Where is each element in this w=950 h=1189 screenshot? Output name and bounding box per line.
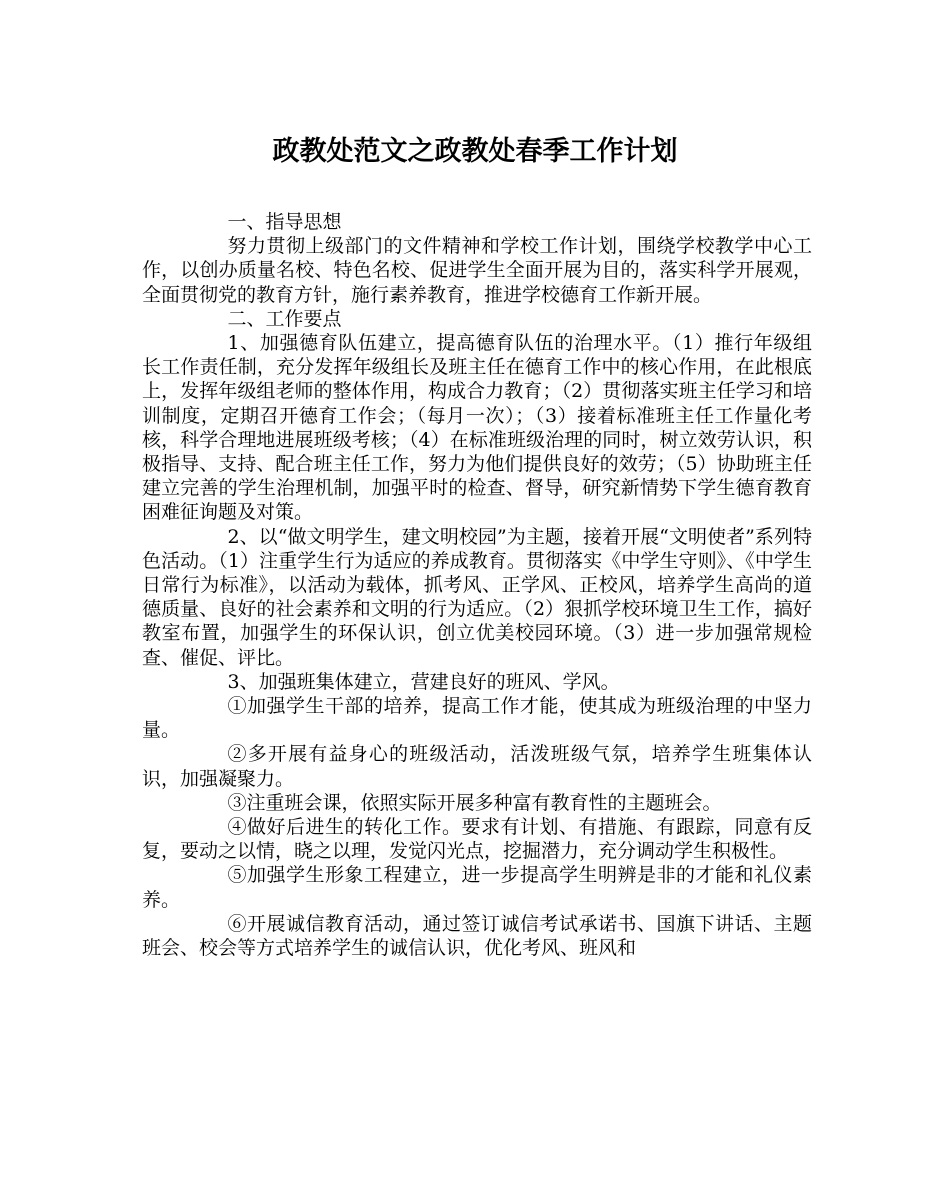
list-item: ⑥开展诚信教育活动，通过签订诚信考试承诺书、国旗下讲话、主题班会、校会等方式培养学生的诚信认识，优化考风、班风和 xyxy=(142,912,812,960)
list-item: ⑤加强学生形象工程建立，进一步提高学生明辨是非的才能和礼仪素养。 xyxy=(142,864,812,911)
paragraph: 1、加强德育队伍建立，提高德育队伍的治理水平。（1）推行年级组长工作责任制，充分发挥年级组长及班主任在德育工作中的核心作用，在此根底上，发挥年级组老师的整体作用，构成合力教育；（2）贯彻落实班主任学习和培训制度，定期召开德育工作会；（每月一次）；（3）接着标准班主任工作量化考核，科学合理地进展班级考核；（4）在标准班级治理的同时，树立效劳认识，积极指导、支持、配合班主任工作，努力为他们提供良好的效劳；（5）协助班主任建立完善的学生治理机制，加强平时的检查、督导，研究新情势下学生德育教育困难征询题及对策。 xyxy=(142,332,812,524)
list-item: ②多开展有益身心的班级活动，活泼班级气氛，培养学生班集体认识，加强凝聚力。 xyxy=(142,743,812,790)
list-item: ①加强学生干部的培养，提高工作才能，使其成为班级治理的中坚力量。 xyxy=(142,695,812,742)
paragraph: 努力贯彻上级部门的文件精神和学校工作计划，围绕学校教学中心工作，以创办质量名校、特色名校、促进学生全面开展为目的，落实科学开展观，全面贯彻党的教育方针，施行素养教育，推进学校德育工作新开展。 xyxy=(142,235,812,306)
paragraph: 2、以“做文明学生，建文明校园”为主题，接着开展“文明使者”系列特色活动。（1）注重学生行为适应的养成教育。贯彻落实《中学生守则》、《中学生日常行为标准》，以活动为载体，抓考风、正学风、正校风，培养学生高尚的道德质量、良好的社会素养和文明的行为适应。（2）狠抓学校环境卫生工作，搞好教室布置，加强学生的环保认识，创立优美校园环境。（3）进一步加强常规检查、催促、评比。 xyxy=(142,525,812,669)
section-heading-guiding-idea: 一、指导思想 xyxy=(227,211,342,233)
document-title: 政教处范文之政教处春季工作计划 xyxy=(272,136,678,167)
document-body xyxy=(142,210,812,960)
list-item: ④做好后进生的转化工作。要求有计划、有措施、有跟踪，同意有反复，要动之以情，晓之以理，发觉闪光点，挖掘潜力，充分调动学生积极性。 xyxy=(142,816,812,863)
paragraph: 3、加强班集体建立，营建良好的班风、学风。 xyxy=(227,670,620,693)
list-item: ③注重班会课，依照实际开展多种富有教育性的主题班会。 xyxy=(227,791,722,814)
section-heading-work-points: 二、工作要点 xyxy=(227,307,342,330)
